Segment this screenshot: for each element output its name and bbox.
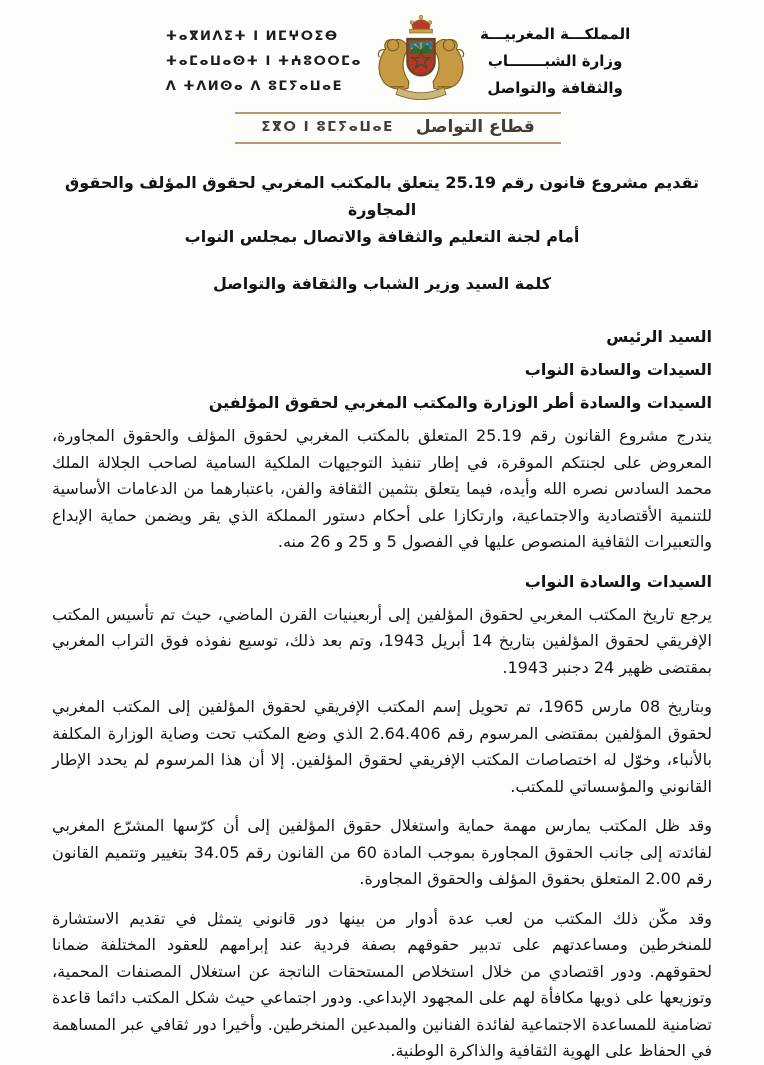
salutation-heading: السيدات والسادة النواب (524, 360, 712, 379)
salutation-heading: السيدات والسادة النواب (524, 571, 712, 591)
arabic-name-line-3: والثقافة والتواصل (487, 78, 623, 97)
title-line-2: أمام لجنة التعليم والثقافة والاتصال بمجلس النواب (184, 227, 580, 246)
document-title (52, 169, 712, 250)
salutation-heading: السيدات والسادة أطر الوزارة والمكتب المغربي لحقوق المؤلفين (208, 393, 712, 412)
arabic-name-line-1: المملكـــة المغربيـــة (479, 24, 631, 43)
document-body-blocks (52, 324, 712, 1065)
sector-name-tifinagh: ⵉⴳⵔ ⵏ ⵓⵎⵢⴰⵡⴰⴹ (261, 119, 394, 135)
body-paragraph: يرجع تاريخ المكتب المغربي لحقوق المؤلفين إلى أربعينيات القرن الماضي، حيث تم تأسيس المكتب الإفريقي لحقوق المؤلفين بتاريخ 14 أبريل 1943، وتم بعد ذلك، توسيع نفوذه فوق التراب المغربي بمقتضى ظهير 24 دجنبر 1943. (52, 604, 713, 677)
body-paragraph: وقد ظل المكتب يمارس مهمة حماية واستغلال حقوق المؤلفين إلى أن كرّسها المشرّع المغربي لفائدته إلى جانب الحقوق المجاورة بموجب المادة 60 من القانون رقم 34.05 بتغيير وتتميم القانون رقم 2.00 المتعلق بحقوق المؤلف والحقوق المجاورة. (52, 816, 713, 888)
body-paragraph: يندرج مشروع القانون رقم 25.19 المتعلق بالمكتب المغربي لحقوق المؤلف والحقوق المجاورة، المعروض على لجنتكم الموقرة، في إطار تنفيذ التوجيهات الملكية السامية لصاحب الجلالة الملك محمد السادس نصره الله وأيده، فيما يتعلق بتثمين الثقافة والفن، باعتبارهما من الدعامات الأساسية للتنمية الأقتصادية والاجتماعية، وارتكازا على أحكام دستور المملكة الذي يقر ويضمن حماية الإبداع والتعبيرات الثقافية المنصوص عليها في الفصول 5 و 25 و 26 منه. (52, 426, 713, 551)
tifinagh-line-1: ⵜⴰⴳⵍⴷⵉⵜ ⵏ ⵍⵎⵖⵔⵉⴱ (165, 28, 339, 44)
letterhead-row (166, 13, 631, 109)
tifinagh-line-2: ⵜⴰⵎⴰⵡⴰⵙⵜ ⵏ ⵜⵄⵓⵔⵔⵎⴰ (165, 53, 362, 69)
communication-sector-banner (235, 112, 561, 144)
ministry-name-arabic (480, 21, 630, 102)
body-paragraph: وقد مكّن ذلك المكتب من لعب عدة أدوار من بينها دور قانوني يتمثل في تقديم الاستشارة للمنخرطين ومساعدتهم على تدبير حقوقهم بصفة فردية عند إبرامهم للعقود المختلفة ضمانا لحقوقهم. ودور اقتصادي من خلال استخلاص المستحقات الناتجة عن استغلال المصنفات المحمية، وتوزيعها على ذويها مكافأة لهم على المجهود الإبداعي. ودور اجتماعي حيث شكل المكتب دائما قاعدة تضامنية للمساعدة الاجتماعية لفائدة الفنانين والمبدعين المنخرطين. وأخيرا دور ثقافي عبر المساهمة في الحفاظ على الهوية الثقافية والذاكرة الوطنية. (52, 908, 712, 1060)
ministry-letterhead (0, 0, 764, 144)
body-paragraph: وبتاريخ 08 مارس 1965، تم تحويل إسم المكتب الإفريقي لحقوق المؤلفين إلى المكتب المغربي لحقوق المؤلفين بمقتضى المرسوم رقم 2.64.406 الذي وضع المكتب تحت وصاية الوزارة المكلفة بالأنباء، وخوّل له اختصاصات المكتب الإفريقي لحقوق المؤلفين. إلا أن هذا المرسوم لم يحدد الإطار القانوني والمؤسساتي للمكتب. (52, 697, 712, 796)
document-subtitle: كلمة السيد وزير الشباب والثقافة والتواصل (212, 274, 552, 293)
crown (410, 15, 433, 33)
tifinagh-line-3: ⴷ ⵜⴷⵍⵙⴰ ⴷ ⵓⵎⵢⴰⵡⴰⴹ (165, 78, 343, 94)
letterhead-inner (166, 13, 631, 144)
title-line-1: تقديم مشروع قانون رقم 25.19 يتعلق بالمكتب المغربي لحقوق المؤلف والحقوق المجاورة (64, 173, 700, 219)
salutation-heading: السيد الرئيس (606, 327, 712, 346)
document-content (0, 144, 764, 1065)
ministry-name-tifinagh (166, 24, 362, 99)
scroll (396, 88, 446, 100)
shield (407, 39, 434, 75)
morocco-coat-of-arms-icon (368, 13, 474, 109)
sector-name-arabic: قطاع التواصل (415, 117, 535, 137)
arabic-name-line-2: وزارة الشبـــــــاب (487, 51, 623, 70)
